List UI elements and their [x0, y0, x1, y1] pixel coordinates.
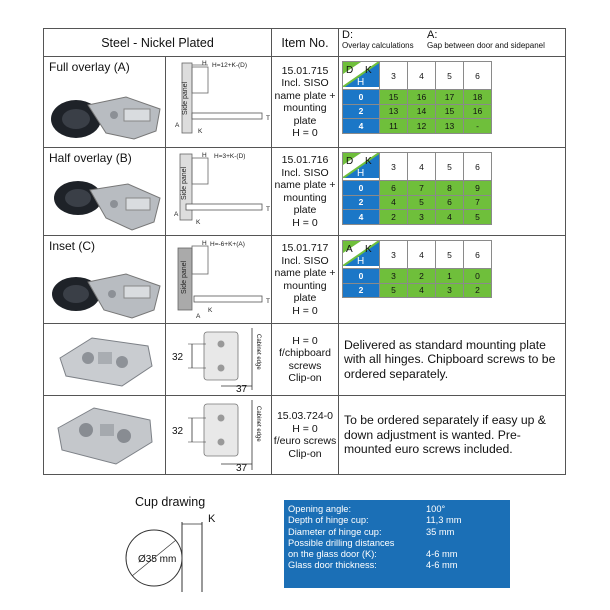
item-line: mounting plate — [283, 102, 327, 127]
calc-cell — [339, 148, 566, 236]
grid-value: 1 — [436, 269, 464, 284]
grid-value: - — [464, 119, 492, 134]
side-panel-label: Side panel — [181, 166, 188, 200]
grid-corner-d: D — [346, 156, 354, 167]
grid-value: 4 — [380, 195, 408, 210]
plate-diagram — [166, 396, 272, 475]
spec-value — [426, 538, 506, 549]
item-line: f/euro screws — [273, 435, 337, 447]
item-cell — [272, 236, 339, 324]
grid-corner-a: A — [346, 244, 353, 255]
calc-grid — [342, 240, 492, 298]
a-letter: A — [196, 313, 201, 320]
grid-corner — [343, 153, 380, 181]
item-cell — [272, 396, 339, 475]
item-line: f/chipboard — [279, 347, 331, 359]
grid-value: 5 — [380, 283, 408, 298]
item-line: Incl. SISO — [281, 77, 329, 89]
h-letter: H — [202, 240, 207, 247]
grid-value: 3 — [380, 269, 408, 284]
hinge-photo — [48, 254, 162, 322]
spec-row — [288, 549, 506, 560]
grid-k: 4 — [408, 153, 436, 181]
spec-row — [288, 527, 506, 538]
row-label: Inset (C) — [49, 239, 96, 253]
plate-photo — [52, 330, 158, 390]
side-panel-label: Side panel — [181, 260, 188, 294]
plate-description: To be ordered separately if easy up & down adjustment is wanted. Pre-mounted euro screws included. — [339, 396, 566, 475]
cabinet-edge-label: Cabinet edge — [255, 406, 261, 442]
hinge-photo-cell — [44, 236, 166, 324]
table-row — [44, 148, 566, 236]
grid-k: 6 — [464, 62, 492, 90]
formula: H=-6+K+(A) — [210, 241, 245, 248]
grid-corner-h: H — [357, 256, 365, 266]
grid-corner-k: K — [365, 244, 372, 255]
spec-value: 100° — [426, 504, 446, 514]
grid-corner-h: H — [357, 168, 365, 178]
grid-value: 7 — [408, 181, 436, 196]
grid-value: 18 — [464, 90, 492, 105]
grid-corner-k: K — [365, 156, 372, 167]
grid-value: 6 — [436, 195, 464, 210]
grid-value: 2 — [408, 269, 436, 284]
item-line: Clip-on — [288, 372, 322, 384]
grid-value: 9 — [464, 181, 492, 196]
item-line: name plate + — [274, 179, 336, 191]
plate-diagram-cell — [166, 324, 272, 396]
grid-value: 13 — [380, 104, 408, 119]
grid-value: 4 — [436, 210, 464, 225]
overlay-diagram — [166, 148, 272, 236]
item-line: 15.01.716 — [281, 154, 329, 166]
d-label: D: — [342, 29, 353, 41]
grid-value: 8 — [436, 181, 464, 196]
grid-value: 2 — [380, 210, 408, 225]
dim-37: 37 — [236, 463, 248, 474]
grid-h: 0 — [343, 90, 380, 105]
formula: H=3+K-(D) — [214, 153, 246, 160]
a-letter: A — [174, 211, 179, 218]
grid-k: 3 — [380, 241, 408, 269]
grid-h: 0 — [343, 269, 380, 284]
cup-drawing-title: Cup drawing — [135, 495, 206, 509]
grid-h: 2 — [343, 195, 380, 210]
formula: H=12+K-(D) — [212, 62, 248, 69]
grid-k: 5 — [436, 241, 464, 269]
grid-value: 5 — [464, 210, 492, 225]
dim-37: 37 — [236, 384, 248, 395]
grid-value: 15 — [436, 104, 464, 119]
spec-key: Glass door thickness: — [288, 560, 377, 571]
overlay-diagram — [166, 57, 272, 147]
calc-cell — [339, 236, 566, 324]
dim-32: 32 — [172, 352, 184, 363]
spec-row — [288, 504, 506, 515]
item-line: Clip-on — [288, 447, 322, 460]
hinge-photo — [48, 166, 162, 234]
spec-value: 4-6 mm — [426, 549, 458, 560]
item-line: H = 0 — [292, 422, 318, 435]
t-letter: T — [266, 115, 270, 122]
grid-value: 7 — [464, 195, 492, 210]
plate-description: Delivered as standard mounting plate with all hinges. Chipboard screws to be ordered separately. — [339, 324, 566, 396]
plate-photo — [52, 402, 158, 468]
cup-drawing — [118, 512, 228, 594]
material-header: Steel - Nickel Plated — [44, 29, 272, 57]
item-line: name plate + — [274, 267, 336, 279]
grid-corner — [343, 62, 380, 90]
item-line: mounting plate — [283, 279, 327, 304]
grid-value: 13 — [436, 119, 464, 134]
item-line: H = 0 — [292, 304, 318, 317]
cabinet-edge-label: Cabinet edge — [255, 334, 261, 370]
t-letter: T — [266, 298, 270, 305]
spec-row — [288, 515, 506, 526]
cup-diameter: Ø35 mm — [138, 554, 177, 565]
item-line: Incl. SISO — [281, 254, 329, 267]
table-row — [44, 396, 566, 475]
grid-h: 0 — [343, 181, 380, 196]
grid-value: 2 — [464, 283, 492, 298]
item-line: 15.01.715 — [281, 64, 329, 77]
plate-diagram — [166, 324, 272, 396]
hinge-table — [43, 28, 566, 475]
row-label: Half overlay (B) — [49, 151, 132, 165]
hinge-photo-cell — [44, 57, 166, 148]
grid-h: 2 — [343, 104, 380, 119]
grid-value: 0 — [464, 269, 492, 284]
spec-value: 11,3 mm — [426, 515, 462, 526]
plate-photo-cell — [44, 396, 166, 475]
spec-key: on the glass door (K): — [288, 549, 377, 560]
h-letter: H — [202, 60, 207, 67]
a-text: Gap between door and sidepanel — [427, 41, 545, 50]
calc-grid — [342, 152, 492, 225]
diagram-cell — [166, 57, 272, 148]
a-letter: A — [175, 122, 180, 129]
table-row — [44, 57, 566, 148]
grid-h: 4 — [343, 119, 380, 134]
plate-diagram-cell — [166, 396, 272, 475]
a-label: A: — [427, 29, 438, 41]
calc-header — [339, 29, 566, 57]
hinge-photo — [48, 75, 162, 145]
grid-value: 14 — [408, 104, 436, 119]
grid-corner-h: H — [357, 77, 365, 87]
grid-k: 4 — [408, 241, 436, 269]
grid-corner — [343, 241, 380, 269]
calc-grid — [342, 61, 492, 134]
item-line: 15.01.717 — [281, 242, 329, 254]
side-panel-label: Side panel — [182, 81, 189, 115]
item-no-header: Item No. — [272, 29, 339, 57]
grid-h: 2 — [343, 283, 380, 298]
spec-key: Opening angle: — [288, 504, 352, 514]
item-line: H = 0 — [292, 127, 318, 139]
spec-row — [288, 538, 506, 549]
t-letter: T — [266, 206, 270, 213]
grid-value: 6 — [380, 181, 408, 196]
item-line: H = 0 — [292, 334, 318, 347]
calc-cell — [339, 57, 566, 148]
spec-row — [288, 560, 506, 571]
grid-value: 16 — [464, 104, 492, 119]
grid-k: 4 — [408, 62, 436, 90]
grid-value: 12 — [408, 119, 436, 134]
table-row — [44, 236, 566, 324]
spec-value: 4-6 mm — [426, 560, 458, 571]
item-line: 15.03.724-0 — [276, 410, 334, 422]
item-line: mounting plate — [283, 191, 327, 216]
row-label: Full overlay (A) — [49, 60, 130, 74]
grid-value: 11 — [380, 119, 408, 134]
grid-value: 4 — [408, 283, 436, 298]
grid-k: 6 — [464, 153, 492, 181]
item-line: name plate + — [274, 89, 336, 102]
k-letter: K — [196, 219, 201, 226]
item-cell — [272, 148, 339, 236]
item-cell — [272, 57, 339, 148]
grid-corner-k: K — [365, 65, 372, 76]
grid-value: 3 — [408, 210, 436, 225]
grid-h: 4 — [343, 210, 380, 225]
plate-photo-cell — [44, 324, 166, 396]
item-line: Incl. SISO — [281, 166, 329, 179]
dim-32: 32 — [172, 426, 184, 437]
grid-value: 15 — [380, 90, 408, 105]
d-text: Overlay calculations — [342, 41, 414, 50]
spec-key: Depth of hinge cup: — [288, 515, 369, 526]
grid-k: 6 — [464, 241, 492, 269]
diagram-cell — [166, 236, 272, 324]
grid-k: 3 — [380, 153, 408, 181]
spec-key: Possible drilling distances — [288, 537, 395, 548]
spec-box — [284, 500, 510, 588]
diagram-cell — [166, 148, 272, 236]
grid-k: 3 — [380, 62, 408, 90]
grid-value: 3 — [436, 283, 464, 298]
k-letter: K — [208, 307, 213, 314]
item-cell — [272, 324, 339, 396]
h-letter: H — [202, 152, 207, 159]
grid-k: 5 — [436, 62, 464, 90]
grid-value: 17 — [436, 90, 464, 105]
grid-corner-d: D — [346, 65, 354, 76]
spec-value: 35 mm — [426, 526, 455, 537]
hinge-photo-cell — [44, 148, 166, 236]
grid-value: 5 — [408, 195, 436, 210]
overlay-diagram — [166, 236, 272, 324]
cup-k-label: K — [208, 513, 216, 525]
item-line: screws — [288, 359, 322, 372]
k-letter: K — [198, 128, 203, 135]
grid-value: 16 — [408, 90, 436, 105]
grid-k: 5 — [436, 153, 464, 181]
item-line: H = 0 — [292, 216, 318, 229]
spec-key: Diameter of hinge cup: — [288, 526, 382, 537]
table-row — [44, 324, 566, 396]
